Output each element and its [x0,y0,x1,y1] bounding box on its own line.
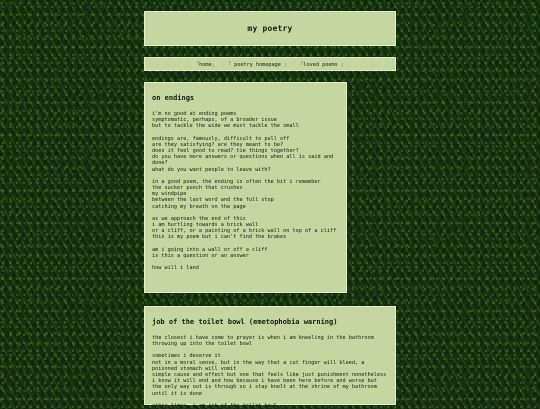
poem-line: sometimes i deserve it [152,353,221,360]
poem-line: endings are, famously, difficult to pull off [152,135,290,142]
poem-line: how will i land [152,265,199,272]
poem-line: but to tackle the wide we must tackle the small [152,123,299,130]
poem-line: catching my breath on the page [152,203,246,210]
poem-line: i'm no good at ending poems [152,111,237,117]
poem-stanza [152,111,339,130]
poem-body [152,335,388,409]
poem-line: as we approach the end of this [152,215,246,222]
poem-stanza [152,265,339,271]
poem-line: not in a moral sense, but in the way that a cut finger will bleed, a poisoned stomach will vomit [152,359,368,372]
poem-line: between the last word and the full stop [152,197,274,204]
site-title: my poetry [247,24,293,33]
nav-bar [144,57,396,71]
poem-stanza [152,136,339,173]
nav-home-link[interactable]: 「home」 [193,61,217,68]
poem-line: do you have more answers or questions when all is said and done? [152,154,337,167]
poem-post-on-endings [144,82,347,293]
poem-line: i am hurtling towards a brick wall [152,222,259,229]
poem-title: on endings [152,94,195,102]
poem-stanza [152,353,388,396]
site-header [144,11,396,46]
poem-line: is this a question or an answer [152,252,249,259]
poem-line: symptomatic, perhaps, of a broader issue [152,117,277,124]
poem-stanza [152,335,388,347]
nav-poetry-homepage-link[interactable]: 「 poetry homepage 」 [225,61,290,68]
poem-line: what do you want people to leave with? [152,166,271,173]
poem-line: the closest i have come to prayer is when i am kneeling in the bathroom throwing up into the toilet bowl [152,335,377,348]
poem-line: this is my poem but i can't find the brakes [152,234,287,241]
poem-line: or a cliff, or a painting of a brick wall on top of a cliff [152,228,337,235]
nav-loved-poems-link[interactable]: 「loved poems 」 [298,61,347,68]
poem-line: simple cause and effect but one that feels like just punishment nonetheless [152,372,387,379]
poem-line: does it feel good to read? tie things together? [152,148,299,155]
poem-stanza [152,179,339,210]
poem-stanza [152,216,339,241]
poem-line: are they satisfying? are they meant to be? [152,141,284,148]
poem-title: job of the toilet bowl (emetophobia warning) [152,318,338,326]
poem-line: in a good poem, the ending is often the bit i remember [152,178,321,185]
poem-body [152,111,339,271]
poem-post-toilet-bowl [144,306,396,409]
poem-line: i know it will end and how because i have been here before and worse but the only way out is through so i stay knelt at the shrine of my bathroom until it is done [152,378,380,397]
poem-line: the sucker punch that crushes [152,185,243,192]
poem-line: my windpipe [152,191,187,198]
poem-stanza [152,403,388,409]
poem-line: am i going into a wall or off a cliff [152,246,268,253]
poem-line: other times, i am job of the toilet bowl [152,402,277,409]
poem-stanza [152,247,339,259]
